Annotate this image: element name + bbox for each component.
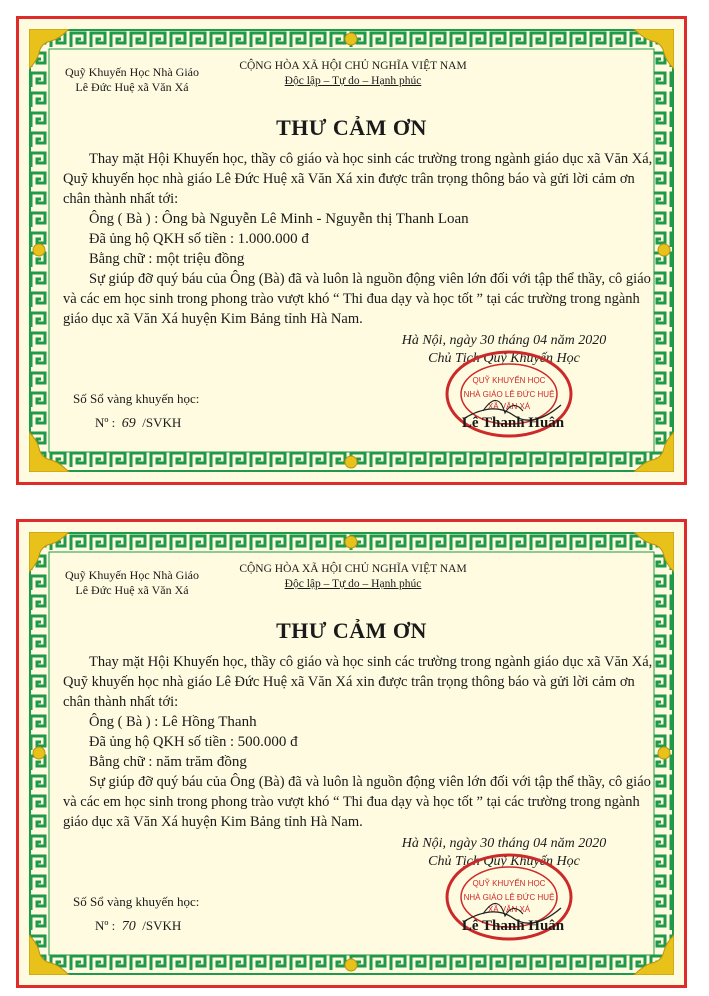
words-row: [63, 752, 659, 772]
org-line-1: Quỹ Khuyến Học Nhà Giáo: [65, 568, 199, 582]
organization-header: [47, 65, 217, 95]
intro-paragraph: Thay mặt Hội Khuyến học, thầy cô giáo và học sinh các trường trong ngành giáo dục xã Văn Xá, Quỹ khuyến học nhà giáo Lê Đức Huệ xã Văn Xá xin được trân trọng thông báo và gửi lời cảm ơn chân thành nhất tới:: [63, 151, 653, 207]
org-line-2: Lê Đức Huệ xã Văn Xá: [75, 583, 189, 597]
certificate-1: [16, 16, 687, 485]
words-label: Bằng chữ :: [89, 251, 153, 267]
sign-title: Chủ Tịch Quỹ Khuyến Học: [428, 351, 580, 366]
date-line: Hà Nội, ngày 30 tháng 04 năm 2020: [401, 836, 607, 851]
seal-text-3: XÃ VĂN XÁ: [487, 402, 531, 411]
number-value: 69: [121, 416, 136, 431]
national-header: [233, 59, 473, 89]
nation-line-1: CỘNG HÒA XÃ HỘI CHỦ NGHĨA VIỆT NAM: [239, 563, 467, 575]
recipient-name: Ông bà Nguyễn Lê Minh - Nguyễn thị Thanh Loan: [161, 211, 469, 227]
signer-name: Lê Thanh Huân: [461, 415, 565, 431]
recipient-label: Ông ( Bà ) :: [89, 211, 159, 227]
nation-line-2: Độc lập – Tự do – Hạnh phúc: [284, 75, 422, 87]
ledger-label: Số Sổ vàng khuyến học:: [73, 894, 200, 909]
seal-text-2: NHÀ GIÁO LÊ ĐỨC HUỆ: [463, 390, 555, 399]
seal-text-3: XÃ VĂN XÁ: [487, 905, 531, 914]
amount-label: Đã ủng hộ QKH số tiền :: [89, 734, 234, 750]
certificate-2: [16, 519, 687, 988]
recipient-name: Lê Hồng Thanh: [161, 714, 257, 730]
national-header: [233, 562, 473, 592]
number-value: 70: [121, 919, 136, 934]
number-label: Nº :: [95, 415, 116, 430]
organization-header: [47, 568, 217, 598]
certificate-title: THƯ CẢM ƠN: [276, 115, 427, 140]
nation-line-2: Độc lập – Tự do – Hạnh phúc: [284, 578, 422, 590]
ledger-label: Số Sổ vàng khuyến học:: [73, 391, 200, 406]
number-suffix: /SVKH: [142, 918, 182, 933]
number-label: Nº :: [95, 918, 116, 933]
org-line-1: Quỹ Khuyến Học Nhà Giáo: [65, 65, 199, 79]
letter-body: [63, 149, 659, 329]
amount-in-words: một triệu đồng: [156, 251, 245, 267]
amount-in-words: năm trăm đồng: [156, 754, 247, 770]
amount-value: 1.000.000 đ: [237, 231, 309, 247]
seal-text-1: QUỸ KHUYẾN HỌC: [472, 879, 546, 888]
amount-label: Đã ủng hộ QKH số tiền :: [89, 231, 234, 247]
closing-paragraph: Sự giúp đỡ quý báu của Ông (Bà) đã và luôn là nguồn động viên lớn đối với tập thể thầy, cô giáo và các em học sinh trong phong trào vượt khó “ Thi đua dạy và học tốt ” tại các trường trong ngành giáo dục xã Văn Xá huyện Kim Bảng tỉnh Hà Nam.: [63, 271, 651, 327]
recipient-row: [63, 209, 659, 229]
signer-name: Lê Thanh Huân: [461, 918, 565, 934]
seal-text-2: NHÀ GIÁO LÊ ĐỨC HUỆ: [463, 893, 555, 902]
number-suffix: /SVKH: [142, 415, 182, 430]
amount-row: [63, 229, 659, 249]
amount-row: [63, 732, 659, 752]
nation-line-1: CỘNG HÒA XÃ HỘI CHỦ NGHĨA VIỆT NAM: [239, 60, 467, 72]
sign-title: Chủ Tịch Quỹ Khuyến Học: [428, 854, 580, 869]
ledger-number: [95, 918, 181, 935]
words-label: Bằng chữ :: [89, 754, 153, 770]
certificate-title: THƯ CẢM ƠN: [276, 618, 427, 643]
ledger-number: [95, 415, 181, 432]
letter-body: [63, 652, 659, 832]
seal-text-1: QUỸ KHUYẾN HỌC: [472, 376, 546, 385]
closing-paragraph: Sự giúp đỡ quý báu của Ông (Bà) đã và luôn là nguồn động viên lớn đối với tập thể thầy, cô giáo và các em học sinh trong phong trào vượt khó “ Thi đua dạy và học tốt ” tại các trường trong ngành giáo dục xã Văn Xá huyện Kim Bảng tỉnh Hà Nam.: [63, 774, 651, 830]
date-line: Hà Nội, ngày 30 tháng 04 năm 2020: [401, 333, 607, 348]
org-line-2: Lê Đức Huệ xã Văn Xá: [75, 80, 189, 94]
recipient-label: Ông ( Bà ) :: [89, 714, 159, 730]
intro-paragraph: Thay mặt Hội Khuyến học, thầy cô giáo và học sinh các trường trong ngành giáo dục xã Văn Xá, Quỹ khuyến học nhà giáo Lê Đức Huệ xã Văn Xá xin được trân trọng thông báo và gửi lời cảm ơn chân thành nhất tới:: [63, 654, 653, 710]
recipient-row: [63, 712, 659, 732]
amount-value: 500.000 đ: [237, 734, 298, 750]
words-row: [63, 249, 659, 269]
